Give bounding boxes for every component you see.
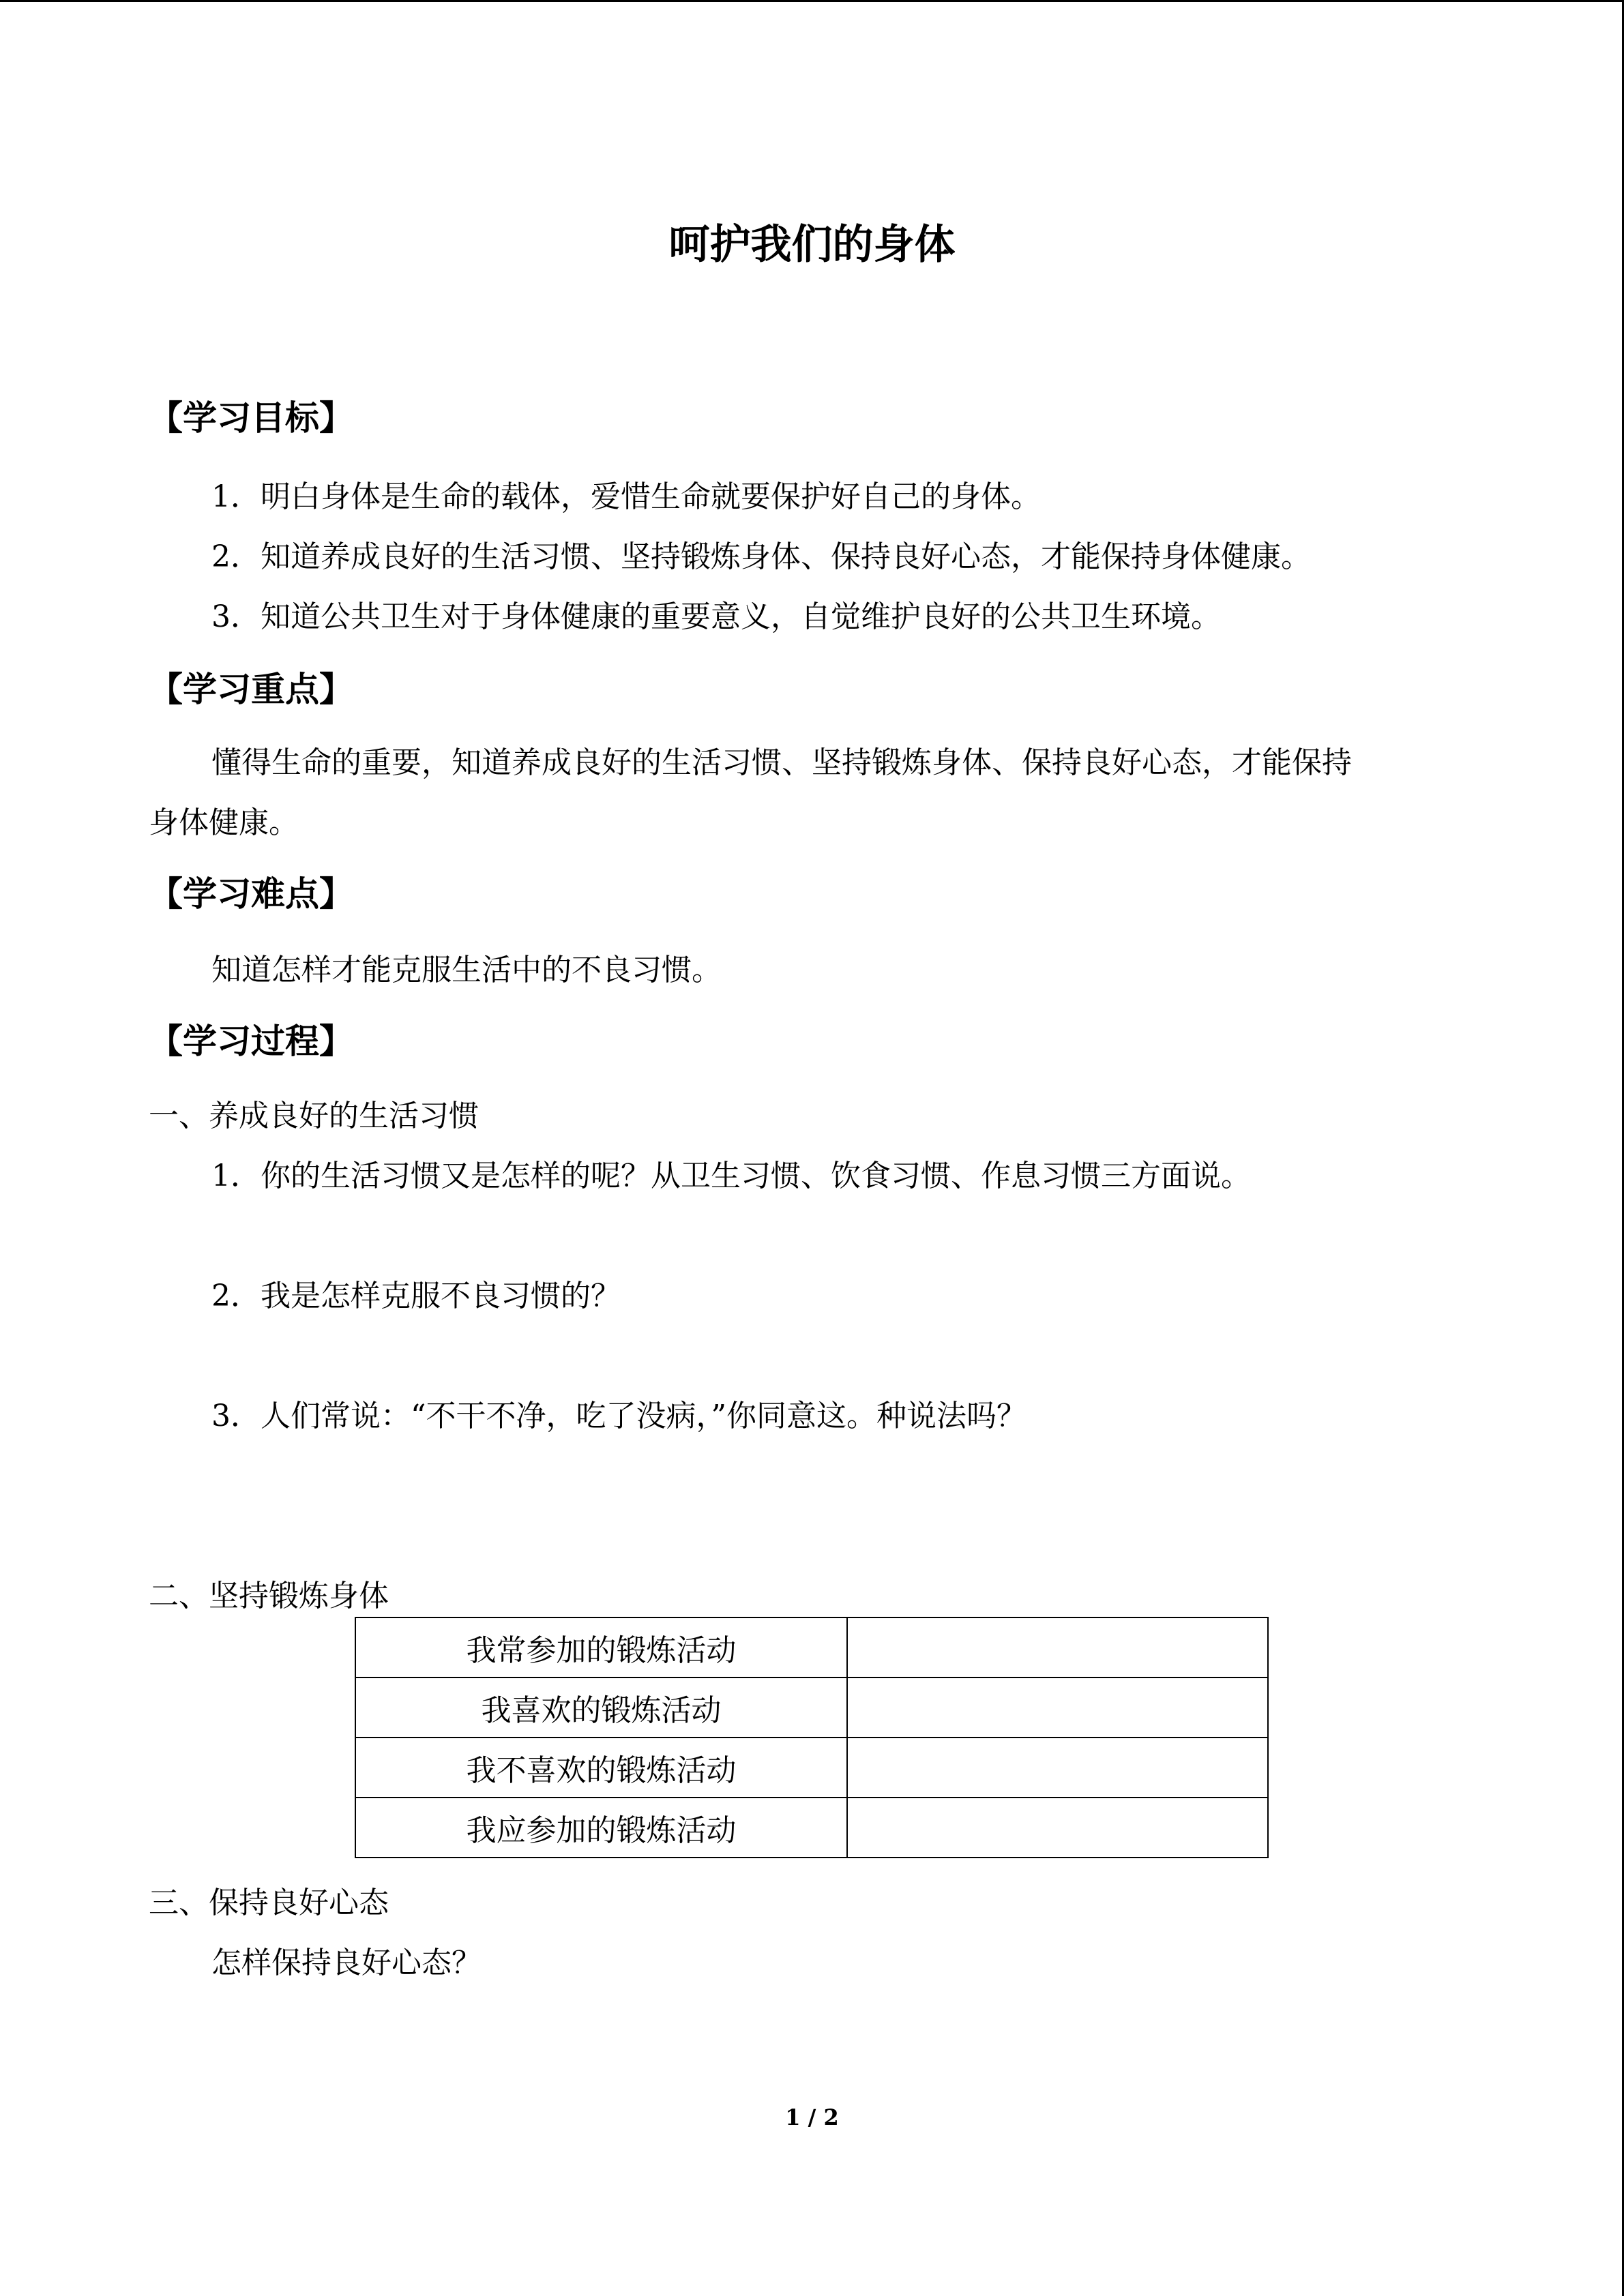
table-row-label: 我喜欢的锻炼活动 bbox=[355, 1678, 847, 1738]
section-1-question-2: 2．我是怎样克服不良习惯的？ bbox=[211, 1279, 621, 1313]
table-answer-cell[interactable] bbox=[847, 1738, 1268, 1798]
table-answer-cell[interactable] bbox=[847, 1678, 1268, 1738]
key-points-text-line-1: 懂得生命的重要，知道养成良好的生活习惯、坚持锻炼身体、保持良好心态，才能保持 bbox=[211, 745, 1352, 780]
document-title: 呵护我们的身体 bbox=[668, 221, 956, 269]
difficulties-text: 知道怎样才能克服生活中的不良习惯。 bbox=[211, 953, 722, 987]
objective-item-1: 1．明白身体是生命的载体，爱惜生命就要保护好自己的身体。 bbox=[211, 479, 1041, 514]
table-row bbox=[355, 1678, 1268, 1738]
difficulties-heading: 【学习难点】 bbox=[149, 874, 353, 914]
objective-item-2: 2．知道养成良好的生活习惯、坚持锻炼身体、保持良好心态，才能保持身体健康。 bbox=[211, 539, 1311, 574]
section-1-question-1: 1．你的生活习惯又是怎样的呢？从卫生习惯、饮食习惯、作息习惯三方面说。 bbox=[211, 1159, 1251, 1193]
objectives-heading: 【学习目标】 bbox=[149, 398, 353, 438]
key-points-heading: 【学习重点】 bbox=[149, 670, 353, 709]
table-row-label: 我不喜欢的锻炼活动 bbox=[355, 1738, 847, 1798]
table-row bbox=[355, 1617, 1268, 1678]
objective-item-3: 3．知道公共卫生对于身体健康的重要意义，自觉维护良好的公共卫生环境。 bbox=[211, 599, 1221, 634]
table-row bbox=[355, 1738, 1268, 1798]
section-1-title: 一、养成良好的生活习惯 bbox=[149, 1099, 479, 1133]
table-answer-cell[interactable] bbox=[847, 1617, 1268, 1678]
section-3-question: 怎样保持良好心态？ bbox=[211, 1945, 482, 1980]
section-1-question-3: 3．人们常说：“不干不净，吃了没病，”你同意这。种说法吗？ bbox=[211, 1399, 1027, 1433]
exercise-activities-table bbox=[355, 1617, 1269, 1858]
page-number: 1 / 2 bbox=[785, 2104, 839, 2130]
table-row-label: 我应参加的锻炼活动 bbox=[355, 1798, 847, 1858]
table-row-label: 我常参加的锻炼活动 bbox=[355, 1617, 847, 1678]
process-heading: 【学习过程】 bbox=[149, 1022, 353, 1061]
key-points-text-line-2: 身体健康。 bbox=[149, 805, 299, 840]
table-row bbox=[355, 1798, 1268, 1858]
section-3-title: 三、保持良好心态 bbox=[149, 1885, 389, 1920]
table-answer-cell[interactable] bbox=[847, 1798, 1268, 1858]
section-2-title: 二、坚持锻炼身体 bbox=[149, 1579, 389, 1613]
